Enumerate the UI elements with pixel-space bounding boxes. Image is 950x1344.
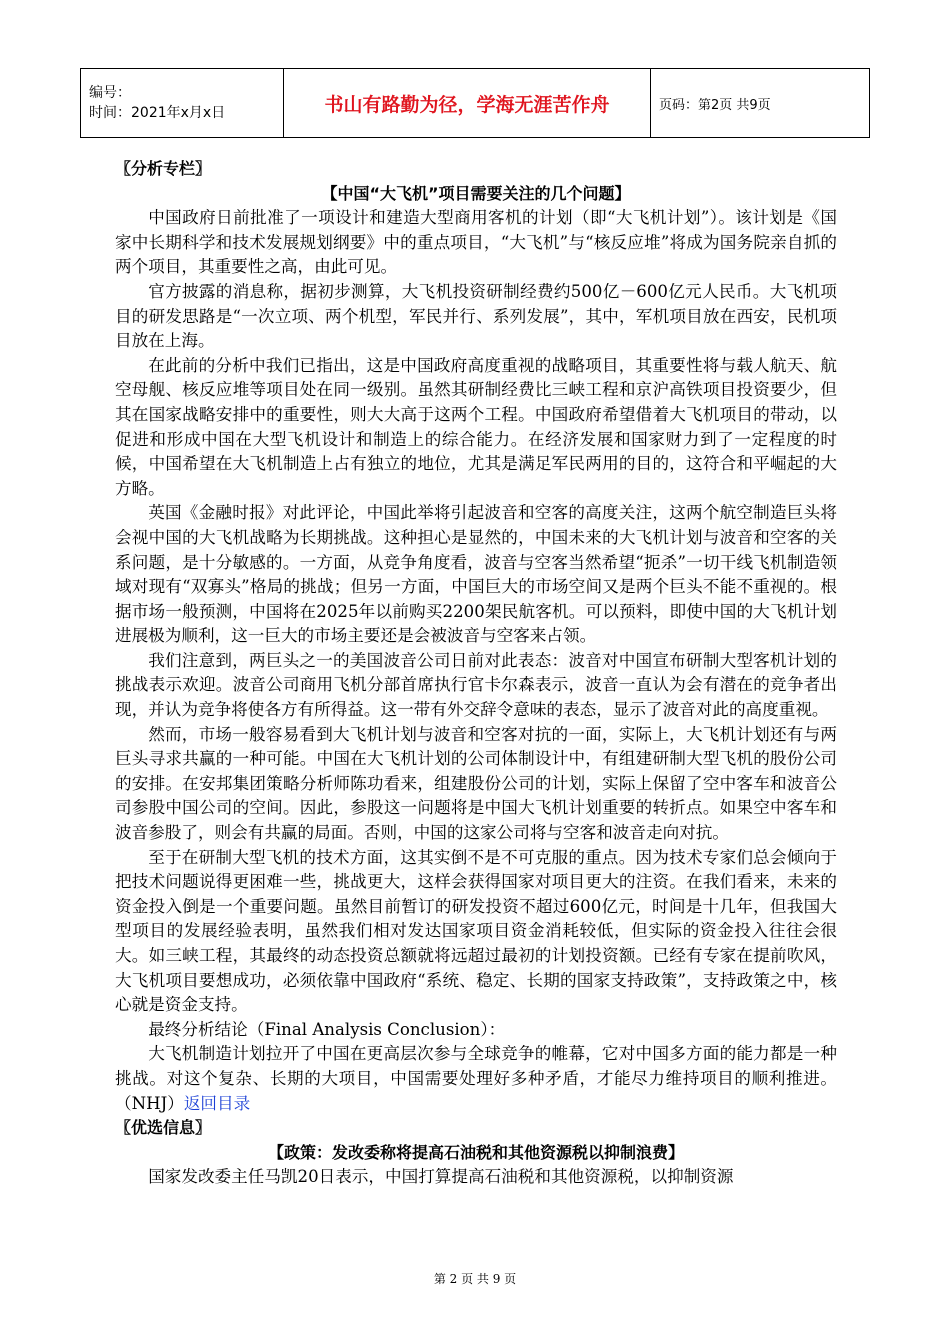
paragraph: 在此前的分析中我们已指出，这是中国政府高度重视的战略项目，其重要性将与载人航天、航空母舰、核反应堆等项目处在同一级别。虽然其研制经费比三峡工程和京沪高铁项目投资要少，但其在国家战略安排中的重要性，则大大高于这两个工程。中国政府希望借着大飞机项目的带动，以促进和形成中国在大型飞机设计和制造上的综合能力。在经济发展和国家财力到了一定程度的时候，中国希望在大飞机制造上占有独立的地位，尤其是满足军民两用的目的，这符合和平崛起的大方略。 [115,355,837,498]
paragraph: 我们注意到，两巨头之一的美国波音公司日前对此表态：波音对中国宣布研制大型客机计划的挑战表示欢迎。波音公司商用飞机分部首席执行官卡尔森表示，波音一直认为会有潜在的竞争者出现，并认为竞争将使各方有所得益。这一带有外交辞令意味的表态，显示了波音对此的高度重视。 [115,650,837,720]
paragraph: 至于在研制大型飞机的技术方面，这其实倒不是不可克服的重点。因为技术专家们总会倾向于把技术问题说得更困难一些，挑战更大，这样会获得国家对项目更大的注资。在我们看来，未来的资金投入倒是一个重要问题。虽然目前暂订的研发投资不超过600亿元，时间是十几年，但我国大型项目的发展经验表明，虽然我们相对发达国家项目资金消耗较低，但实际的资金投入往往会很大。如三峡工程，其最终的动态投资总额就将远超过最初的计划投资额。已经有专家在提前吹风，大飞机项目要想成功，必须依靠中国政府“系统、稳定、长期的国家支持政策”，支持政策之中，核心就是资金支持。 [115,847,837,1015]
conclusion-heading: 最终分析结论（Final Analysis Conclusion）： [148,1019,506,1039]
header-table [80,68,870,138]
paragraph: 英国《金融时报》对此评论，中国此举将引起波音和空客的高度关注，这两个航空制造巨头将会视中国的大飞机战略为长期挑战。这种担心是显然的，中国未来的大飞机计划与波音和空客的关系问题，是十分敏感的。一方面，从竞争角度看，波音与空客当然希望“扼杀”一切干线飞机制造领域对现有“双寡头”格局的挑战；但另一方面，中国巨大的市场空间又是两个巨头不能不重视的。根据市场一般预测，中国将在2025年以前购买2200架民航客机。可以预料，即使中国的大飞机计划进展极为顺利，这一巨大的市场主要还是会被波音与空客来占领。 [115,503,837,646]
section-label: 〖优选信息〗 [115,1118,212,1138]
page-info: 页码：第2页 共9页 [651,69,870,138]
paragraph: 官方披露的消息称，据初步测算，大飞机投资研制经费约500亿－600亿元人民币。大飞机项目的研发思路是“一次立项、两个机型，军民并行、系列发展”，其中，军机项目放在西安，民机项目放在上海。 [115,281,837,351]
document-body [115,157,837,1190]
page-footer: 第 2 页 共 9 页 [433,1272,517,1286]
header-meta [81,69,284,138]
paragraph: 中国政府日前批准了一项设计和建造大型商用客机的计划（即“大飞机计划”）。该计划是《国家中长期科学和技术发展规划纲要》中的重点项目，“大飞机”与“核反应堆”将成为国务院亲自抓的两个项目，其重要性之高，由此可见。 [115,208,837,277]
conclusion-paragraph [115,1042,837,1116]
article-title: 【政策：发改委称将提高石油税和其他资源税以抑制浪费】 [267,1142,684,1162]
back-to-toc-link[interactable]: 返回目录 [183,1093,251,1113]
time-label: 时间：2021年x月x日 [89,105,226,121]
section-label: 〖分析专栏〗 [115,159,212,178]
motto: 书山有路勤为径，学海无涯苦作舟 [284,69,651,138]
paragraph: 国家发改委主任马凯20日表示，中国打算提高石油税和其他资源税，以抑制资源 [148,1167,734,1187]
conclusion-text: 大飞机制造计划拉开了中国在更高层次参与全球竞争的帷幕，它对中国多方面的能力都是一种挑战。对这个复杂、长期的大项目，中国需要处理好多种矛盾，才能尽力维持项目的顺利推进。（NHJ） [115,1044,837,1113]
article-title: 【中国“大飞机”项目需要关注的几个问题】 [321,183,631,203]
paragraph: 然而，市场一般容易看到大飞机计划与波音和空客对抗的一面，实际上，大飞机计划还有与两巨头寻求共赢的一种可能。中国在大飞机计划的公司体制设计中，有组建研制大型飞机的股份公司的安排。在安邦集团策略分析师陈功看来，组建股份公司的计划，实际上保留了空中客车和波音公司参股中国公司的空间。因此，参股这一问题将是中国大飞机计划重要的转折点。如果空中客车和波音参股了，则会有共赢的局面。否则，中国的这家公司将与空客和波音走向对抗。 [115,724,837,843]
number-label: 编号： [89,85,131,101]
